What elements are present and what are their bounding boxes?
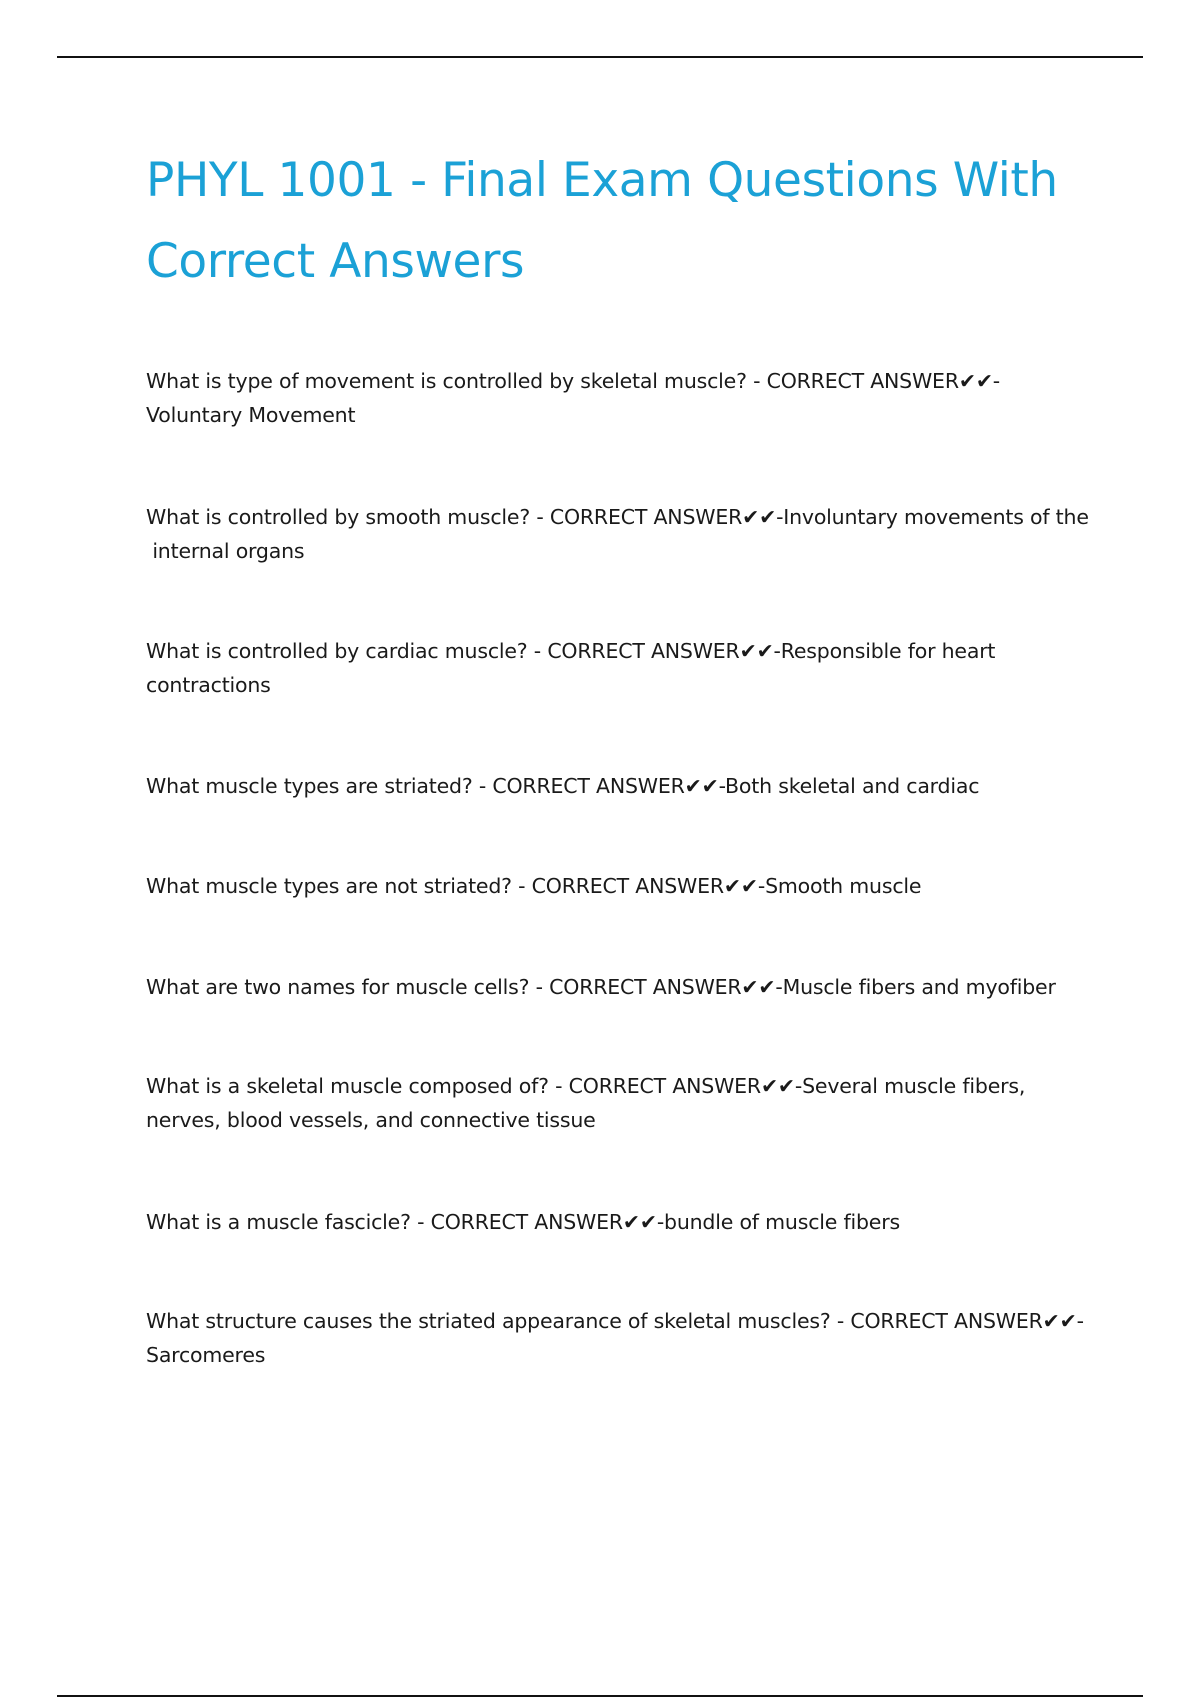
- qa-item-5: [146, 869, 1096, 903]
- bottom-rule: [57, 1695, 1143, 1697]
- qa-item-3: [146, 634, 1096, 702]
- qa-4-line-1: What muscle types are striated? - CORRECT ANSWER✔✔-Both skeletal and cardiac: [146, 774, 980, 798]
- qa-6-line-1: What are two names for muscle cells? - CORRECT ANSWER✔✔-Muscle fibers and myofiber: [146, 975, 1056, 999]
- qa-item-7: [146, 1069, 1096, 1137]
- qa-8-line-1: What is a muscle fascicle? - CORRECT ANSWER✔✔-bundle of muscle fibers: [146, 1210, 900, 1234]
- top-rule: [57, 56, 1143, 58]
- qa-9-line-2: Sarcomeres: [146, 1343, 266, 1367]
- qa-2-line-2: internal organs: [146, 539, 305, 563]
- qa-9-line-1: What structure causes the striated appearance of skeletal muscles? - CORRECT ANSWER✔✔-: [146, 1309, 1084, 1333]
- document-body: [146, 140, 1096, 1367]
- qa-7-line-2: nerves, blood vessels, and connective tissue: [146, 1108, 596, 1132]
- qa-2-line-1: What is controlled by smooth muscle? - CORRECT ANSWER✔✔-Involuntary movements of the: [146, 505, 1089, 529]
- qa-7-line-1: What is a skeletal muscle composed of? - CORRECT ANSWER✔✔-Several muscle fibers,: [146, 1074, 1026, 1098]
- qa-3-line-1: What is controlled by cardiac muscle? - CORRECT ANSWER✔✔-Responsible for heart: [146, 639, 996, 663]
- title-line-2: Correct Answers: [146, 234, 525, 289]
- document-title: [146, 140, 1096, 302]
- qa-3-line-2: contractions: [146, 673, 271, 697]
- qa-item-4: [146, 769, 1096, 803]
- qa-1-line-1: What is type of movement is controlled by skeletal muscle? - CORRECT ANSWER✔✔-: [146, 369, 1001, 393]
- qa-item-1: [146, 364, 1096, 432]
- title-line-1: PHYL 1001 - Final Exam Questions With: [146, 153, 1058, 208]
- qa-item-8: [146, 1205, 1096, 1239]
- qa-item-2: [146, 500, 1096, 568]
- qa-5-line-1: What muscle types are not striated? - CORRECT ANSWER✔✔-Smooth muscle: [146, 874, 922, 898]
- qa-item-9: [146, 1304, 1096, 1372]
- qa-item-6: [146, 970, 1096, 1004]
- qa-1-line-2: Voluntary Movement: [146, 403, 356, 427]
